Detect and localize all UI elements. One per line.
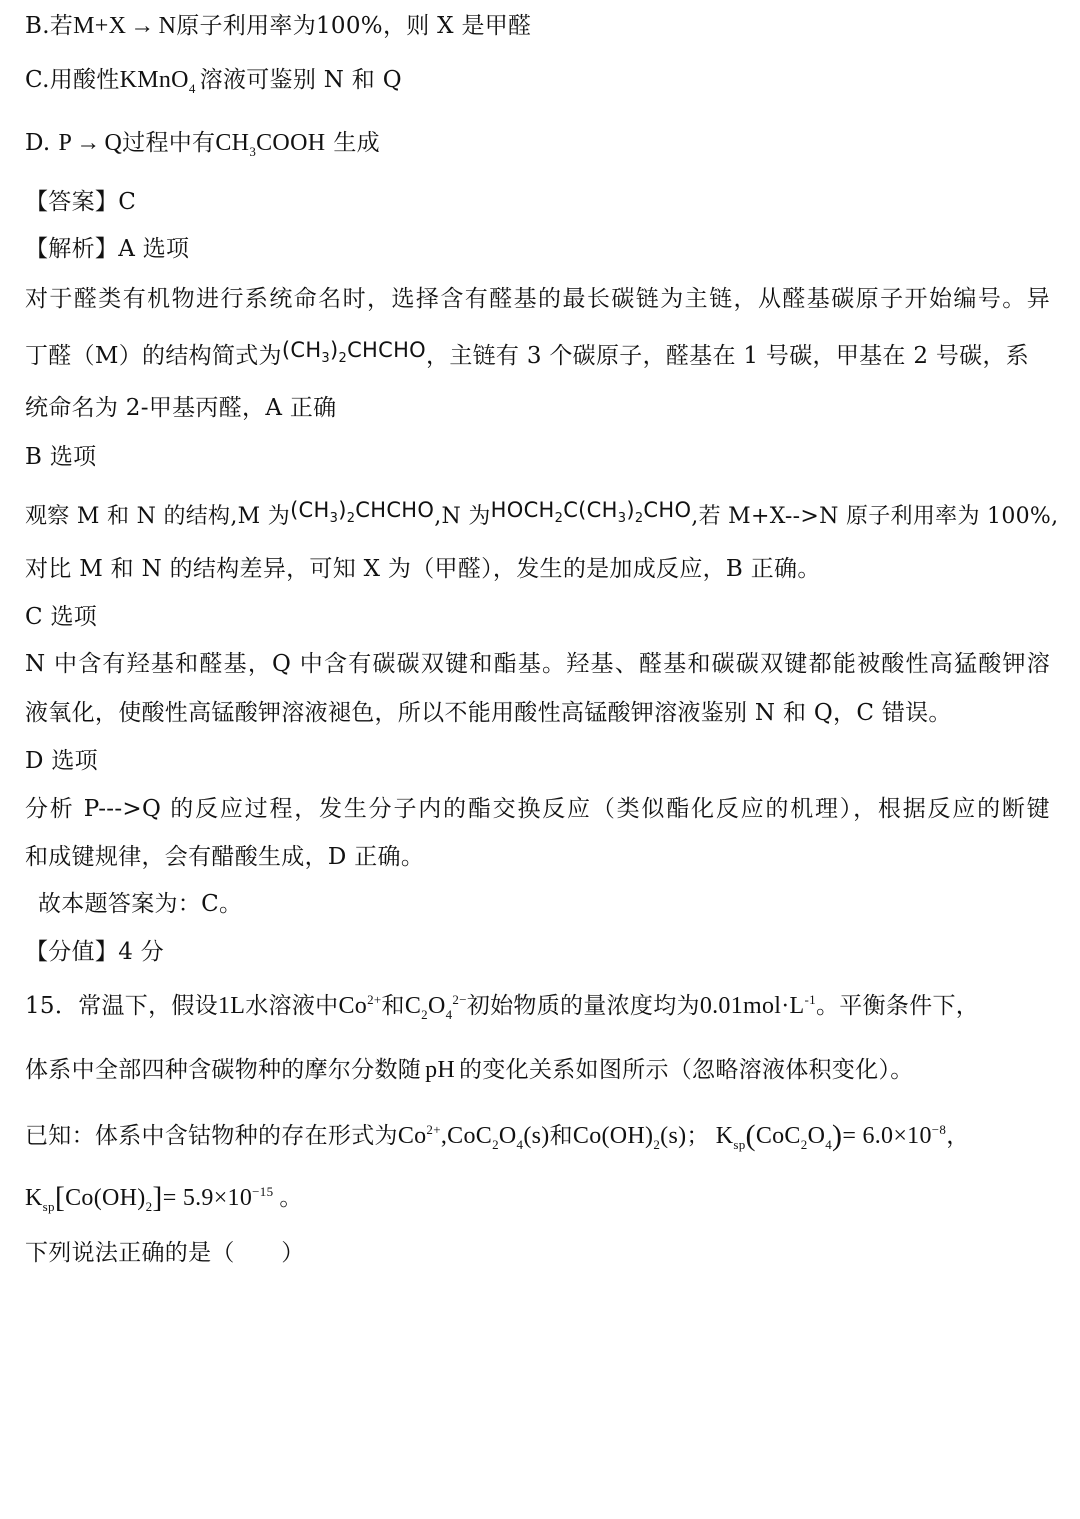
q15-line2	[25, 1054, 1050, 1086]
q15-l2-b: 的变化关系如图所示（忽略溶液体积变化）。	[459, 1057, 914, 1083]
q15-l1-b: 水溶液中	[245, 993, 339, 1019]
q15-line1	[25, 990, 1050, 1022]
score-label: 【分值】	[25, 939, 119, 965]
q15-l3-s1-sub2: 4	[516, 1136, 524, 1152]
q15-l1-c: 和	[381, 993, 405, 1019]
analysis-a-line2	[25, 340, 1050, 372]
q15-l3-value-exp: −8	[931, 1122, 947, 1137]
q15-l4-value-exp: −15	[252, 1184, 274, 1199]
analysis-b-m-sub: 3	[329, 511, 339, 527]
q15-l3-value: = 6.0×10	[842, 1123, 932, 1149]
option-d-formula-b: COOH	[256, 130, 326, 156]
q15-l3-s1-sub1: 2	[492, 1136, 499, 1152]
option-c-prefix: C.	[25, 67, 50, 93]
option-d-text1: 过程中有	[122, 130, 216, 156]
analysis-d-line2: 和成键规律，会有醋酸生成，D 正确。	[25, 844, 425, 870]
q15-l4-a: Co(OH)	[65, 1185, 146, 1211]
analysis-b-m-formula	[290, 498, 435, 527]
score-line	[25, 936, 1050, 968]
q15-l3-co-charge: 2+	[426, 1122, 441, 1137]
analysis-b-m-part2: )	[338, 498, 347, 522]
option-c	[25, 64, 1050, 96]
q15-l3-co-ion	[398, 1123, 441, 1149]
option-c-text1: 用酸性	[49, 67, 120, 93]
analysis-c-line1: N 中含有羟基和醛基，Q 中含有碳碳双键和酯基。羟基、醛基和碳碳双键都能被酸性高猛酸钾溶	[25, 651, 1050, 677]
option-c-text2: 溶液可鉴别 N 和 Q	[199, 67, 402, 93]
q15-co-base: Co	[338, 993, 368, 1019]
q15-l3-s2-sub: 2	[653, 1136, 661, 1152]
option-b	[25, 10, 1050, 42]
q15-l3-paren-right: )	[832, 1119, 843, 1152]
q15-oxalate-charge: 2−	[452, 992, 467, 1007]
analysis-b-line2: 对比 M 和 N 的结构差异，可知 X 为（甲醛），发生的是加成反应，B 正确。	[25, 556, 821, 582]
analysis-a-formula-part2: )	[330, 338, 339, 362]
q15-oxalate-c: C	[404, 993, 422, 1019]
option-b-prefix: B.	[25, 13, 50, 39]
q15-conc-value: 0.01mol·L	[699, 993, 805, 1019]
q15-l3-end: ，	[946, 1123, 970, 1149]
option-c-formula-base: KMnO	[119, 67, 189, 93]
q15-l3-paren-left: (	[745, 1119, 756, 1152]
q15-l3-co-base: Co	[397, 1123, 427, 1149]
score-value: 4 分	[118, 939, 165, 965]
analysis-label: 【解析】	[25, 236, 119, 262]
analysis-b-line1-mid: ,N 为	[434, 504, 491, 529]
q15-l3-s1-a: ,CoC	[440, 1123, 493, 1149]
analysis-b-n-sub: 2	[554, 511, 564, 527]
analysis-b-m-part1: (CH	[290, 498, 330, 522]
q15-l1-a: 常温下，假设	[78, 993, 218, 1019]
option-b-eq-left: M+X	[73, 13, 127, 39]
q15-l4-sub: 2	[145, 1198, 153, 1214]
analysis-a-formula-sub: 3	[321, 351, 330, 367]
option-d-text2: 生成	[333, 130, 380, 156]
q15-l3-k: K	[715, 1123, 734, 1149]
option-d-eq2: Q	[104, 130, 123, 156]
analysis-b-n-part2: C(CH	[563, 498, 618, 522]
q15-l3-ksp-expr	[715, 1119, 947, 1152]
q15-l4-ksp-expr	[25, 1181, 274, 1214]
q15-l3-b: 和	[549, 1123, 573, 1149]
q15-oxalate-sub2: 4	[445, 1006, 453, 1022]
analysis-d-line1: 分析 P--->Q 的反应过程，发生分子内的酯交换反应（类似酯化反应的机理），根据反应的断键	[25, 796, 1050, 822]
q15-concentration	[700, 993, 816, 1019]
analysis-b-line1-pre: 观察 M 和 N 的结构,M 为	[25, 504, 291, 529]
q15-line4	[25, 1180, 1050, 1214]
q15-co-charge: 2+	[367, 992, 382, 1007]
option-b-arrow: →	[130, 13, 155, 39]
analysis-a-line2-pre: 丁醛（M）的结构简式为	[25, 343, 282, 369]
analysis-a-line3: 统命名为 2-甲基丙醛，A 正确	[25, 395, 337, 421]
option-d-eq: P	[58, 130, 73, 156]
analysis-b-n-part4: CHO	[643, 498, 692, 522]
option-b-text1: 若	[49, 13, 74, 39]
q15-l3-s2-b: (s)	[660, 1123, 687, 1149]
analysis-c-line2: 液氧化，使酸性高锰酸钾溶液褪色，所以不能用酸性高锰酸钾溶液鉴别 N 和 Q，C 错误。	[25, 700, 952, 726]
analysis-heading	[25, 233, 1050, 265]
analysis-b-m-part3: CHCHO	[355, 498, 435, 522]
analysis-a-line1: 对于醛类有机物进行系统命名时，选择含有醛基的最长碳链为主链，从醛基碳原子开始编号。异	[25, 286, 1050, 312]
q15-l3-ksp-a: CoC	[755, 1123, 801, 1149]
q15-l3-s1-b: O	[498, 1123, 517, 1149]
analysis-b-n-formula	[490, 498, 692, 527]
option-d-formula-a: CH	[215, 130, 250, 156]
q15-l3-c: ；	[686, 1123, 710, 1149]
q15-volume: 1L	[217, 993, 246, 1019]
q15-l4-k: K	[25, 1185, 43, 1211]
answer-line	[25, 186, 1050, 218]
option-d-formula-sub: 3	[249, 143, 257, 159]
q15-l3-ksp-b: O	[807, 1123, 826, 1149]
q15-ph: pH	[425, 1057, 456, 1083]
q15-l3-ksp-sub2: 4	[825, 1136, 833, 1152]
q15-line3	[25, 1118, 1050, 1152]
q15-l4-value: = 5.9×10	[162, 1185, 253, 1211]
q15-oxalate-sub1: 2	[421, 1006, 428, 1022]
analysis-b-line1	[25, 498, 1059, 533]
analysis-b-n-sub2: 3	[617, 511, 627, 527]
analysis-a-formula-part1: (CH	[281, 338, 322, 362]
q15-l3-a: 已知：体系中含钴物种的存在形式为	[25, 1123, 398, 1149]
q15-l1-e: 。平衡条件下，	[815, 993, 980, 1019]
q15-conc-exp: -1	[804, 992, 816, 1007]
q15-co-ion	[338, 993, 381, 1019]
option-b-text2: 原子利用率为100%，则 X 是甲醛	[176, 13, 532, 39]
answer-value: C	[118, 189, 137, 215]
analysis-b-m-sub2: 2	[346, 511, 356, 527]
analysis-a-formula-part3: CHCHO	[347, 338, 427, 362]
option-c-formula-sub: 4	[188, 80, 196, 96]
q15-l4-end: 。	[279, 1185, 303, 1211]
q15-l4-bracket-right: ]	[152, 1181, 163, 1214]
q15-l3-cobalt-oxalate	[440, 1123, 550, 1152]
q15-l3-k-sub: sp	[733, 1136, 746, 1152]
analysis-b-line1-post: ,若 M+X-->N 原子利用率为 100%,	[691, 504, 1059, 529]
q15-l3-ksp-sub1: 2	[800, 1136, 808, 1152]
q15-l4-k-sub: sp	[42, 1198, 55, 1214]
q15-l2-a: 体系中全部四种含碳物种的摩尔分数随	[25, 1057, 422, 1083]
option-c-formula	[119, 67, 196, 96]
q15-l3-s2-a: Co(OH)	[572, 1123, 654, 1149]
analysis-a-formula-sub2: 2	[338, 351, 348, 367]
option-d-arrow: →	[76, 130, 101, 156]
analysis-a-heading: A 选项	[118, 236, 190, 262]
analysis-b-n-sub3: 2	[634, 511, 644, 527]
q15-l4-bracket-left: [	[54, 1181, 66, 1214]
analysis-b-n-part1: HOCH	[490, 498, 555, 522]
analysis-a-line2-post: ，主链有 3 个碳原子，醛基在 1 号碳，甲基在 2 号碳，系	[426, 343, 1030, 369]
q15-l1-d: 初始物质的量浓度均为	[466, 993, 700, 1019]
q15-oxalate-o: O	[427, 993, 446, 1019]
option-d	[25, 127, 1050, 159]
q15-line5: 下列说法正确的是（ ）	[25, 1240, 305, 1266]
option-b-eq-right: N	[158, 13, 177, 39]
option-d-formula	[215, 130, 326, 159]
analysis-b-n-part3: )	[626, 498, 635, 522]
option-d-prefix: D.	[25, 130, 51, 156]
analysis-d-heading: D 选项	[25, 748, 98, 774]
answer-label: 【答案】	[25, 189, 119, 215]
analysis-c-heading: C 选项	[25, 604, 98, 630]
q15-oxalate-ion	[404, 992, 467, 1022]
q15-number: 15．	[25, 993, 79, 1019]
q15-l3-s1-c: (s)	[523, 1123, 550, 1149]
q15-l3-cobalt-hydroxide	[572, 1123, 687, 1152]
analysis-conclusion: 故本题答案为：C。	[38, 891, 243, 917]
analysis-a-formula	[281, 338, 427, 367]
analysis-b-heading: B 选项	[25, 444, 97, 470]
